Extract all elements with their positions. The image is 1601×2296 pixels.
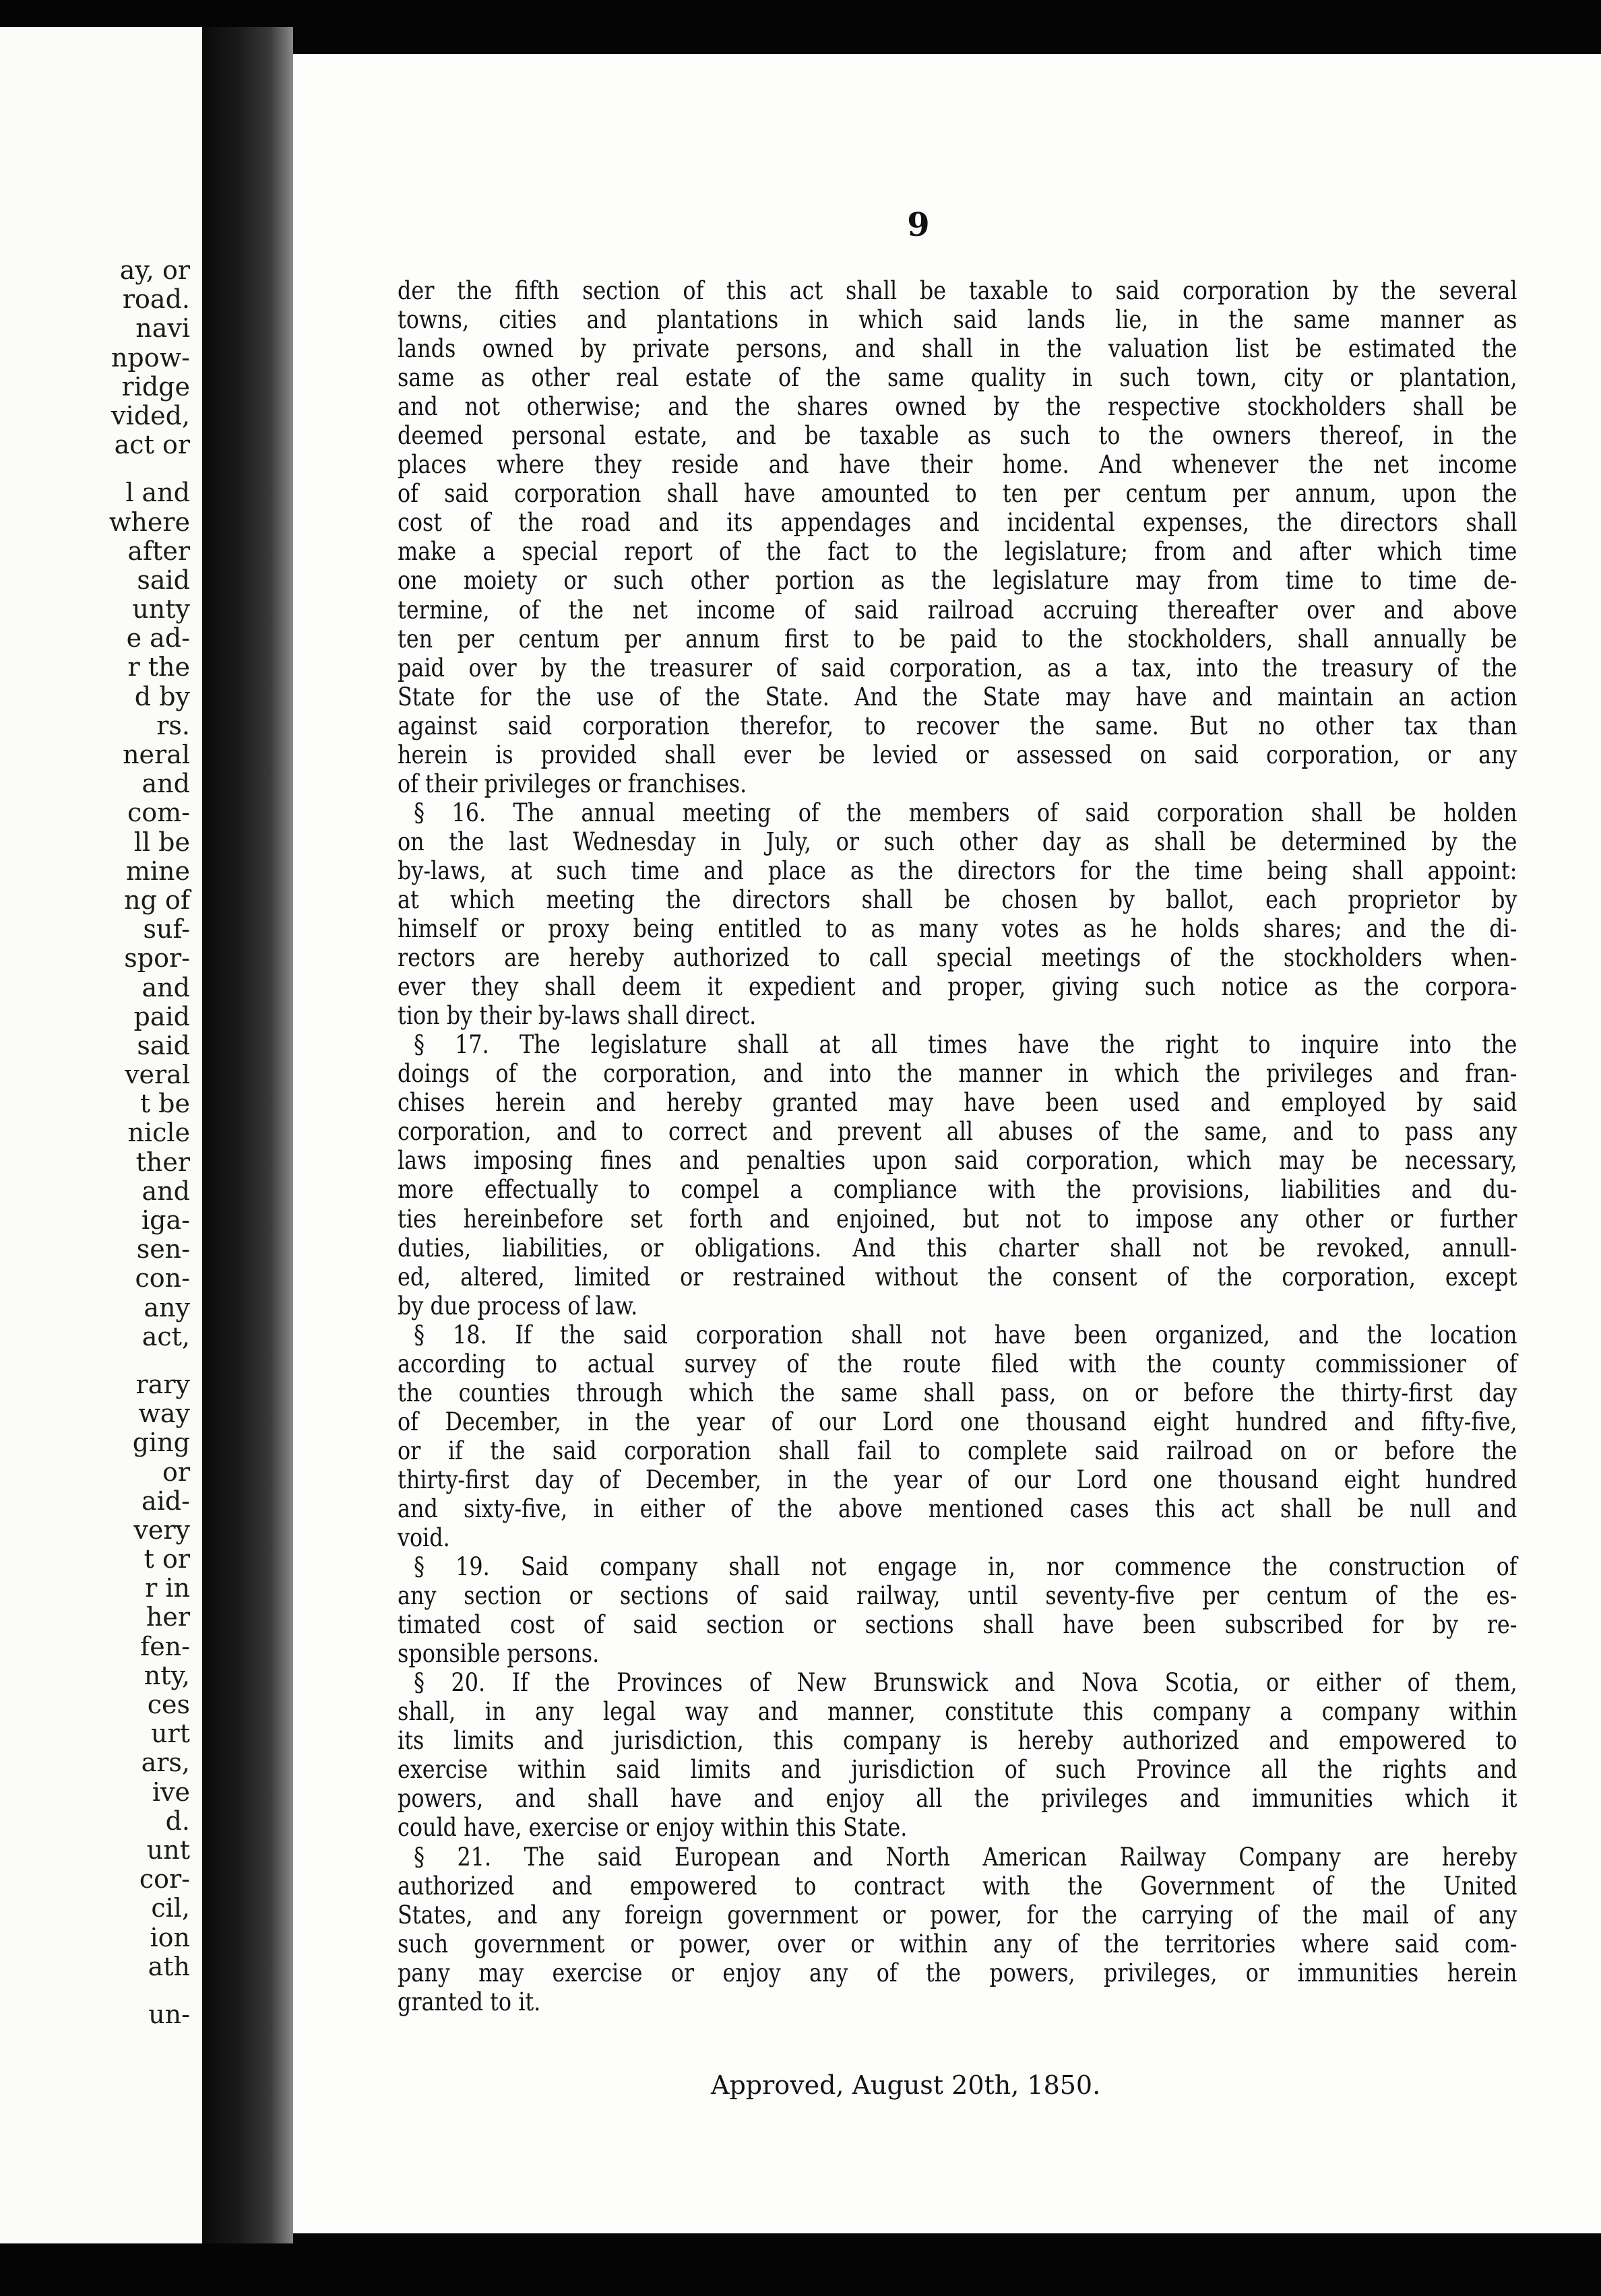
facing-page-line: cor- [139,1864,190,1894]
text-line: more effectually to compel a compliance with the provisions, liabilities and du- [398,1175,1517,1205]
text-line: cost of the road and its appendages and incidental expenses, the directors shall [398,508,1517,538]
text-line: or if the said corporation shall fail to complete said railroad on or before the [398,1436,1517,1465]
binding-gutter [202,27,293,2243]
text-line: of said corporation shall have amounted to ten per centum per annum, upon the [398,479,1517,509]
facing-page-line: nicle [127,1118,190,1148]
text-line: timated cost of said section or sections shall have been subscribed for by re- [398,1610,1517,1640]
text-line: himself or proxy being entitled to as many votes as he holds shares; and the di- [398,914,1517,944]
facing-page-line: act or [114,430,190,460]
facing-page-line: ther [135,1147,190,1177]
text-line: corporation, and to correct and prevent all abuses of the same, and to pass any [398,1117,1517,1147]
facing-page-line: mine [125,856,190,886]
facing-page-line: un- [148,1999,190,2029]
text-line: rectors are hereby authorized to call special meetings of the stockholders when- [398,943,1517,973]
facing-page-line: her [146,1602,190,1632]
facing-page-line: act, [142,1321,190,1351]
text-line: ties hereinbefore set forth and enjoined, but not to impose any other or further [398,1204,1517,1234]
text-line: authorized and empowered to contract with the Government of the United [398,1871,1517,1901]
book-page [293,54,1601,2233]
facing-page-line: con- [135,1263,190,1294]
facing-page-line: urt [151,1719,190,1749]
facing-page-line: r in [145,1573,190,1603]
text-line: thirty-first day of December, in the year of our Lord one thousand eight hundred [398,1465,1517,1494]
facing-page-line: said [137,565,190,595]
text-line: its limits and jurisdiction, this company is hereby authorized and empowered to [398,1726,1517,1756]
facing-page-line [8,459,190,478]
text-line: State for the use of the State. And the State may have and maintain an action [398,682,1517,711]
text-line: § 21. The said European and North American Railway Company are hereby [414,1842,1517,1872]
text-line: § 20. If the Provinces of New Brunswick and Nova Scotia, or either of them, [414,1668,1517,1698]
facing-page-line: cil, [151,1893,190,1923]
text-line: make a special report of the fact to the legislature; from and after which time [398,537,1517,567]
facing-page-fragment [0,27,202,2243]
facing-page-line: spor- [124,943,190,974]
facing-page-text-column [8,256,190,2029]
facing-page-line: and [142,972,190,1002]
facing-page-line: after [127,536,190,566]
text-line: der the fifth section of this act shall be taxable to said corporation by the several [398,276,1517,305]
text-line: any section or sections of said railway, until seventy-five per centum of the es- [398,1581,1517,1611]
facing-page-line: very [133,1514,190,1545]
facing-page-line: suf- [143,914,190,945]
text-line: of their privileges or franchises. [398,769,747,798]
facing-page-line: t be [139,1089,190,1119]
facing-page-line: way [138,1399,190,1429]
text-line: termine, of the net income of said railroad accruing thereafter over and above [398,595,1517,625]
facing-page-line: nty, [144,1660,190,1690]
facing-page-line: ridge [121,371,190,402]
text-line: exercise within said limits and jurisdiction of such Province all the rights and [398,1755,1517,1785]
facing-page-line: unt [146,1835,190,1865]
body-text [398,276,1517,2016]
facing-page-line: paid [133,1001,190,1031]
text-line: powers, and shall have and enjoy all the privileges and immunities which it [398,1784,1517,1814]
text-line: at which meeting the directors shall be chosen by ballot, each proprietor by [398,885,1517,914]
facing-page-line: d. [165,1806,190,1836]
facing-page-line: com- [127,798,190,828]
text-line: doings of the corporation, and into the manner in which the privileges and fran- [398,1059,1517,1089]
text-line: ed, altered, limited or restrained without the consent of the corporation, except [398,1262,1517,1292]
text-line: and not otherwise; and the shares owned by the respective stockholders shall be [398,392,1517,422]
facing-page-line: unty [132,594,190,625]
text-line: according to actual survey of the route filed with the county commissioner of [398,1349,1517,1378]
text-line: granted to it. [398,1987,541,2016]
text-line: duties, liabilities, or obligations. And this charter shall not be revoked, annull- [398,1233,1517,1263]
facing-page-line: veral [125,1060,190,1090]
text-line: such government or power, over or within any of the territories where said com- [398,1929,1517,1958]
text-line: laws imposing fines and penalties upon said corporation, which may be necessary, [398,1146,1517,1176]
text-line: tion by their by-laws shall direct. [398,1001,757,1031]
facing-page-line: ll be [133,827,190,857]
text-line: ever they shall deem it expedient and proper, giving such notice as the corpora- [398,972,1517,1002]
facing-page-line: l and [125,478,190,508]
text-line: pany may exercise or enjoy any of the powers, privileges, or immunities herein [398,1958,1517,1987]
facing-page-line: and [142,769,190,799]
facing-page-line: e ad- [126,623,190,653]
text-line: void. [398,1523,450,1553]
facing-page-line: iga- [142,1205,190,1235]
text-line: towns, cities and plantations in which said lands lie, in the same manner as [398,305,1517,335]
facing-page-line: ay, or [119,255,190,285]
facing-page-line: ng of [124,885,190,915]
facing-page-line: rs. [156,710,190,740]
facing-page-line [8,1981,190,2000]
facing-page-line: or [162,1457,190,1487]
facing-page-line: rary [135,1369,190,1399]
text-line: § 19. Said company shall not engage in, nor commence the construction of [414,1552,1517,1582]
facing-page-line: sen- [136,1234,190,1265]
page-number: 9 [907,206,930,244]
facing-page-line: npow- [111,342,190,373]
facing-page-line: ive [152,1777,190,1807]
text-line: against said corporation therefor, to recover the same. But no other tax than [398,711,1517,740]
text-line: lands owned by private persons, and shall in the valuation list be estimated the [398,334,1517,364]
text-line: ten per centum per annum first to be paid to the stockholders, shall annually be [398,624,1517,653]
text-line: same as other real estate of the same quality in such town, city or plantation, [398,363,1517,393]
text-line: States, and any foreign government or power, for the carrying of the mail of any [398,1900,1517,1930]
text-line: sponsible persons. [398,1639,600,1669]
text-line: chises herein and hereby granted may have been used and employed by said [398,1088,1517,1118]
facing-page-line: road. [122,284,190,315]
facing-page-line: t or [144,1544,190,1574]
facing-page-line: ging [132,1428,190,1458]
facing-page-line: ces [147,1690,190,1719]
facing-page-line: ath [148,1951,190,1981]
facing-page-line: said [137,1030,190,1060]
text-line: one moiety or such other portion as the legislature may from time to time de- [398,566,1517,596]
text-line: could have, exercise or enjoy within this State. [398,1813,908,1843]
text-line: § 17. The legislature shall at all times have the right to inquire into the [414,1030,1517,1060]
facing-page-line: neral [123,740,190,769]
facing-page-line: fen- [140,1631,190,1661]
text-line: by-laws, at such time and place as the directors for the time being shall appoint: [398,856,1517,885]
facing-page-line: where [108,507,190,537]
text-line: paid over by the treasurer of said corporation, as a tax, into the treasury of the [398,653,1517,682]
approval-date-line: Approved, August 20th, 1850. [711,2070,1101,2100]
facing-page-line: navi [135,313,190,344]
facing-page-line: any [144,1292,190,1322]
text-line: by due process of law. [398,1291,638,1320]
text-line: § 18. If the said corporation shall not have been organized, and the location [414,1320,1517,1349]
text-line: and sixty-five, in either of the above mentioned cases this act shall be null and [398,1494,1517,1523]
facing-page-line: aid- [142,1486,190,1516]
text-line: of December, in the year of our Lord one thousand eight hundred and fifty-five, [398,1407,1517,1436]
facing-page-line: ars, [141,1748,190,1778]
facing-page-line: d by [134,681,190,711]
facing-page-line: vided, [111,400,190,430]
text-line: the counties through which the same shall pass, on or before the thirty-first day [398,1378,1517,1407]
facing-page-line [8,1351,190,1370]
facing-page-line: ion [150,1922,190,1952]
text-line: deemed personal estate, and be taxable as such to the owners thereof, in the [398,421,1517,451]
text-line: herein is provided shall ever be levied or assessed on said corporation, or any [398,740,1517,769]
text-line: on the last Wednesday in July, or such other day as shall be determined by the [398,827,1517,856]
facing-page-line: and [142,1176,190,1206]
facing-page-line: r the [127,652,190,682]
text-line: shall, in any legal way and manner, constitute this company a company within [398,1697,1517,1727]
text-line: § 16. The annual meeting of the members of said corporation shall be holden [414,798,1517,827]
text-line: places where they reside and have their home. And whenever the net income [398,450,1517,480]
